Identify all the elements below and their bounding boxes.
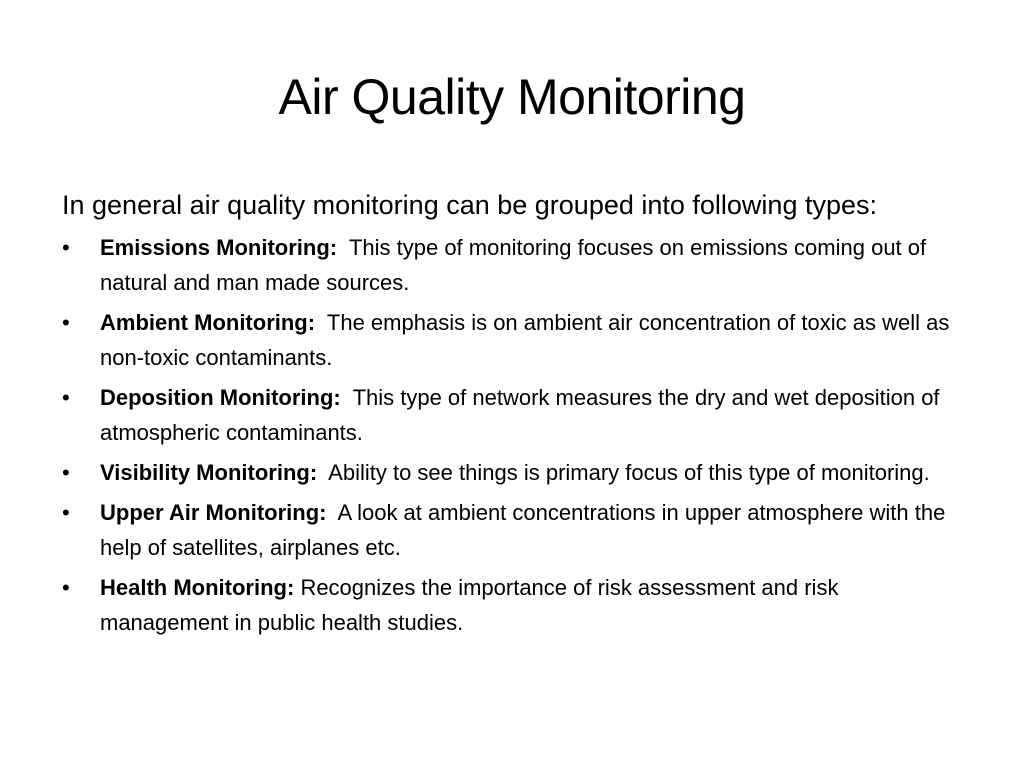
bullet-icon: • [62, 575, 70, 600]
bullet-term: Visibility Monitoring: [100, 460, 318, 485]
bullet-icon: • [62, 500, 70, 525]
bullet-icon: • [62, 385, 70, 410]
bullet-description: The emphasis is on ambient air concentration of toxic as well as non-toxic contaminants. [100, 310, 950, 370]
bullet-term: Health Monitoring: [100, 575, 295, 600]
bullet-item-deposition-monitoring [62, 380, 972, 450]
bullet-description: This type of network measures the dry and wet deposition of atmospheric contaminants. [100, 385, 940, 445]
bullet-item-upper-air-monitoring [62, 495, 972, 565]
bullet-icon: • [62, 310, 70, 335]
bullet-item-ambient-monitoring [62, 305, 972, 375]
intro-paragraph: In general air quality monitoring can be grouped into following types: [62, 190, 877, 220]
bullet-item-emissions-monitoring [62, 230, 972, 300]
bullet-list [62, 230, 972, 640]
bullet-description: This type of monitoring focuses on emissions coming out of natural and man made sources. [100, 235, 927, 295]
bullet-description: Recognizes the importance of risk assessment and risk management in public health studies. [100, 575, 839, 635]
bullet-description: Ability to see things is primary focus of this type of monitoring. [328, 460, 930, 485]
bullet-term: Emissions Monitoring: [100, 235, 338, 260]
slide-title: Air Quality Monitoring [278, 69, 746, 125]
slide-content [62, 186, 972, 645]
bullet-description: A look at ambient concentrations in upper atmosphere with the help of satellites, airplanes etc. [100, 500, 946, 560]
bullet-term: Ambient Monitoring: [100, 310, 316, 335]
bullet-term: Deposition Monitoring: [100, 385, 341, 410]
bullet-icon: • [62, 460, 70, 485]
bullet-term: Upper Air Monitoring: [100, 500, 327, 525]
bullet-item-visibility-monitoring [62, 455, 972, 490]
bullet-item-health-monitoring [62, 570, 972, 640]
bullet-icon: • [62, 235, 70, 260]
